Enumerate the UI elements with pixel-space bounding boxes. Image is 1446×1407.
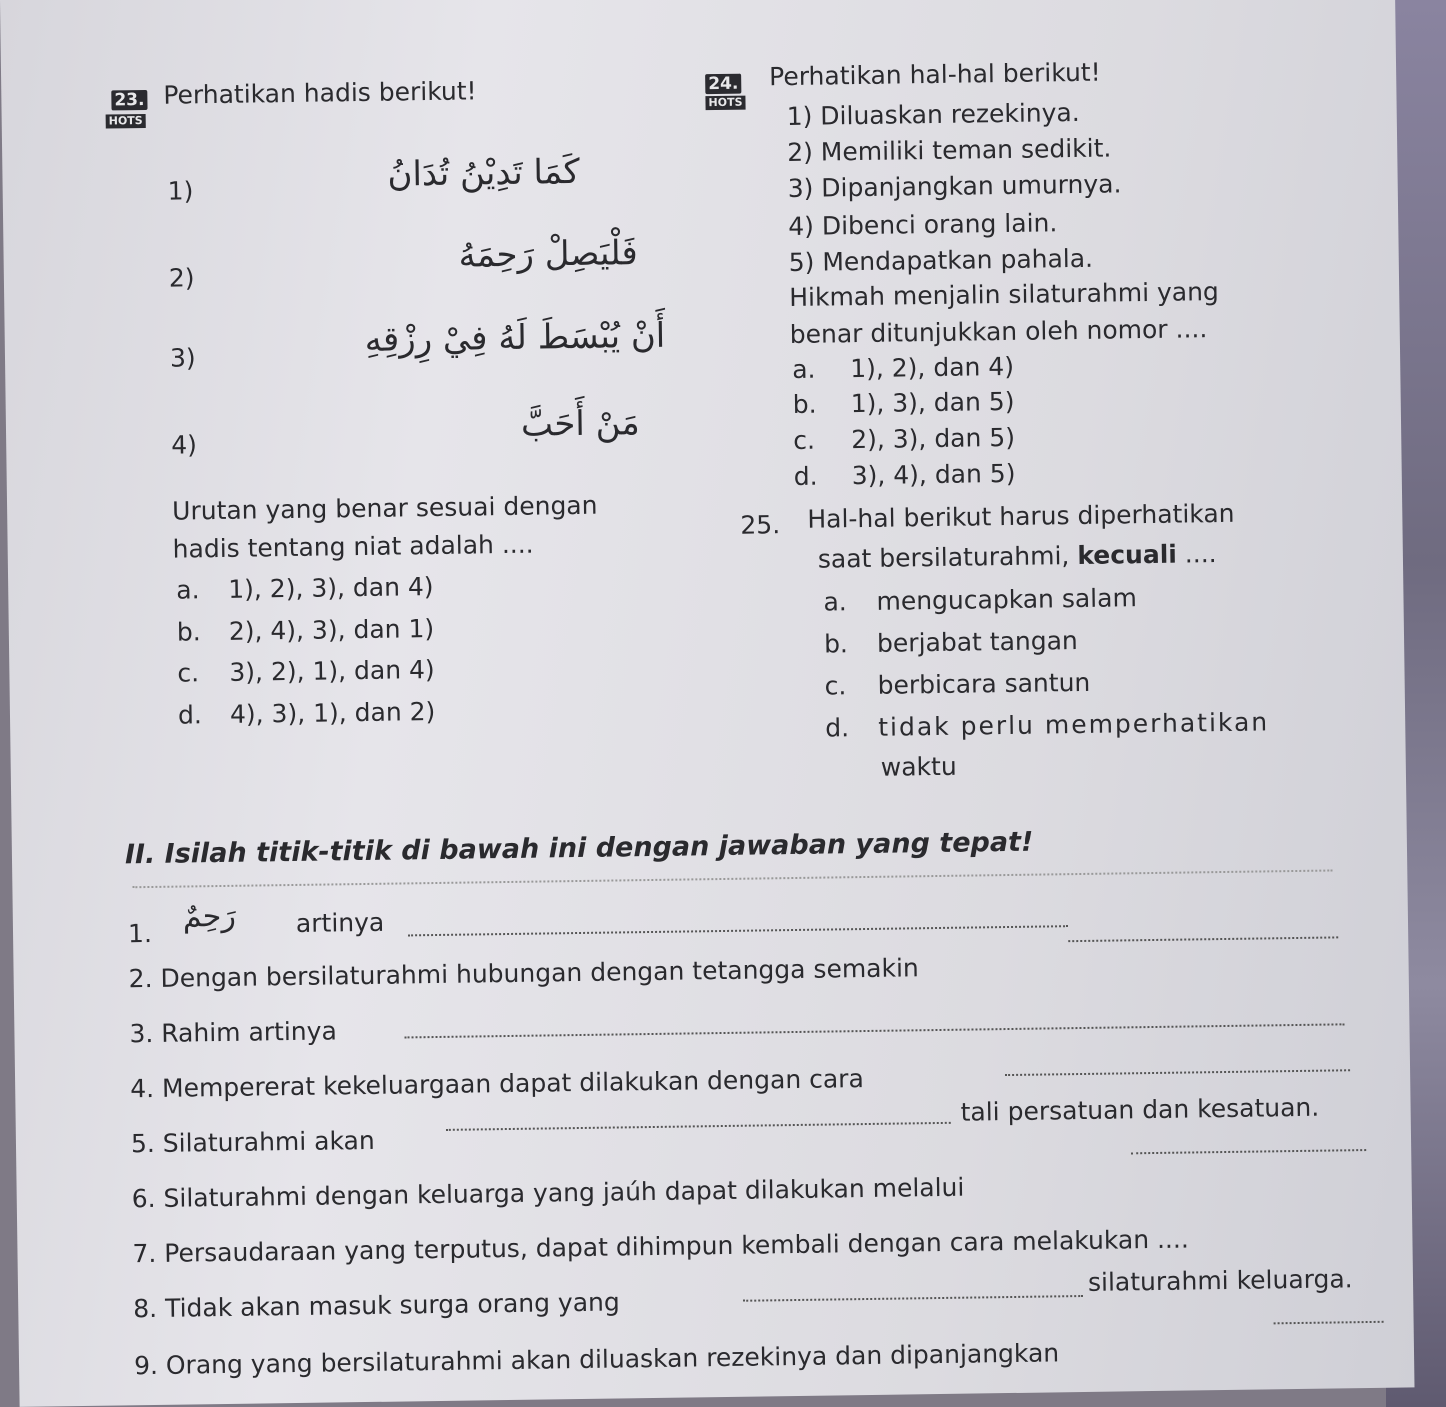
section-divider (132, 869, 1332, 888)
fill-item-3: 3. Rahim artinya (129, 1016, 337, 1049)
q25-number: 25. (740, 510, 781, 540)
q24-item-2: 2) Memiliki teman sedikit. (787, 133, 1112, 168)
fill-item-4: 4. Mempererat kekeluargaan dapat dilakukan dengan cara (130, 1064, 865, 1104)
q23-item-3-arabic: أَنْ يُبْسَطَ لَهُ فِيْ رِزْقِهِ (364, 315, 666, 360)
q24-hots-tag: HOTS (705, 96, 745, 111)
q25-question-line2-except: kecuali (1077, 539, 1178, 571)
fill-item-6: 6. Silaturahmi dengan keluarga yang jaúh dapat dilakukan melalui (131, 1172, 965, 1214)
q24-item-1: 1) Diluaskan rezekinya. (786, 97, 1080, 132)
q24-item-4: 4) Dibenci orang lain. (788, 208, 1058, 242)
q24-option-d[interactable]: 3), 4), dan 5) (851, 458, 1016, 491)
q25-option-a-letter: a. (823, 587, 847, 617)
q25-option-c-letter: c. (824, 671, 847, 701)
q24-option-a[interactable]: 1), 2), dan 4) (850, 351, 1015, 384)
q24-option-a-letter: a. (792, 354, 816, 384)
q23-hots-tag: HOTS (106, 114, 146, 129)
q23-item-1-num: 1) (167, 176, 194, 206)
fill-item-4-blank[interactable] (1005, 1069, 1350, 1076)
q25-option-d-letter: d. (825, 713, 850, 743)
q23-option-a[interactable]: 1), 2), 3), dan 4) (228, 572, 434, 604)
q25-option-d[interactable]: tidak perlu memperhatikan (878, 707, 1270, 742)
q23-option-d[interactable]: 4), 3), 1), dan 2) (229, 696, 436, 729)
q23-option-b-letter: b. (176, 617, 201, 647)
q25-option-b-letter: b. (823, 629, 849, 659)
q23-item-4-num: 4) (171, 430, 198, 460)
q23-option-c[interactable]: 3), 2), 1), dan 4) (229, 654, 435, 687)
q23-item-4-arabic: مَنْ أَحَبَّ (520, 403, 641, 445)
fill-item-6-blank[interactable] (1131, 1149, 1366, 1154)
q23-item-3-num: 3) (169, 343, 196, 373)
q25-option-d-line2: waktu (880, 751, 957, 782)
fill-item-2-blank[interactable] (1068, 936, 1338, 942)
fill-item-1-text: artinya (295, 907, 385, 938)
q24-option-c[interactable]: 2), 3), dan 5) (851, 422, 1016, 455)
q25-option-b[interactable]: berjabat tangan (876, 626, 1078, 658)
q24-item-5: 5) Mendapatkan pahala. (788, 243, 1094, 278)
fill-item-5-end: tali persatuan dan kesatuan. (960, 1092, 1320, 1127)
q24-option-c-letter: c. (793, 425, 816, 455)
q25-option-a[interactable]: mengucapkan salam (876, 583, 1138, 616)
q24-item-3: 3) Dipanjangkan umurnya. (787, 169, 1122, 204)
fill-item-8-start: 8. Tidak akan masuk surga orang yang (133, 1287, 620, 1324)
q24-question-line1: Hikmah menjalin silaturahmi yang (789, 277, 1220, 313)
fill-item-9: 9. Orang yang bersilaturahmi akan diluaskan rezekinya dan dipanjangkan (133, 1338, 1060, 1381)
fill-item-8-end: silaturahmi keluarga. (1087, 1264, 1353, 1297)
q24-option-b-letter: b. (792, 389, 817, 419)
q23-option-c-letter: c. (177, 658, 200, 688)
q24-option-d-letter: d. (793, 461, 818, 491)
q23-question-line2: hadis tentang niat adalah .... (172, 529, 534, 564)
q23-option-b[interactable]: 2), 4), 3), dan 1) (228, 614, 435, 646)
fill-item-1-blank[interactable] (408, 925, 1068, 936)
q24-question-line2: benar ditunjukkan oleh nomor .... (789, 314, 1208, 350)
q25-question-line2-c: .... (1176, 539, 1217, 569)
q24-number: 24. (705, 74, 741, 95)
q25-option-c[interactable]: berbicara santun (877, 667, 1091, 700)
fill-item-8-blank[interactable] (743, 1295, 1083, 1302)
q23-item-1-arabic: كَمَا تَدِيْنُ تُدَانُ (387, 151, 580, 195)
q23-number: 23. (111, 90, 147, 111)
fill-item-5-blank[interactable] (446, 1122, 951, 1131)
q23-prompt: Perhatikan hadis berikut! (163, 76, 477, 110)
q23-item-2-num: 2) (168, 263, 195, 293)
q23-option-d-letter: d. (177, 700, 203, 730)
fill-item-2: 2. Dengan bersilaturahmi hubungan dengan tetangga semakin (128, 953, 919, 994)
q23-question-line1: Urutan yang benar sesuai dengan (171, 490, 598, 526)
q25-question-line1: Hal-hal berikut harus diperhatikan (807, 498, 1235, 534)
q25-question-line2-a: saat bersilaturahmi, (817, 541, 1078, 574)
q25-question-line2 (818, 538, 1217, 576)
q24-prompt: Perhatikan hal-hal berikut! (768, 57, 1101, 92)
q23-item-2-arabic: فَلْيَصِلْ رَحِمَهُ (458, 233, 639, 276)
fill-item-7: 7. Persaudaraan yang terputus, dapat dihimpun kembali dengan cara melakukan .... (132, 1224, 1189, 1269)
fill-item-3-blank[interactable] (405, 1023, 1345, 1038)
q24-option-b[interactable]: 1), 3), dan 5) (850, 386, 1015, 419)
fill-item-1-arabic: رَحِمٌ (182, 898, 237, 935)
fill-item-1-num: 1. (127, 918, 153, 949)
fill-item-9-blank[interactable] (1274, 1321, 1384, 1325)
section-2-title: II. Isilah titik-titik di bawah ini dengan jawaban yang tepat! (124, 826, 1034, 871)
q23-option-a-letter: a. (176, 575, 200, 605)
fill-item-5-start: 5. Silaturahmi akan (130, 1125, 375, 1159)
